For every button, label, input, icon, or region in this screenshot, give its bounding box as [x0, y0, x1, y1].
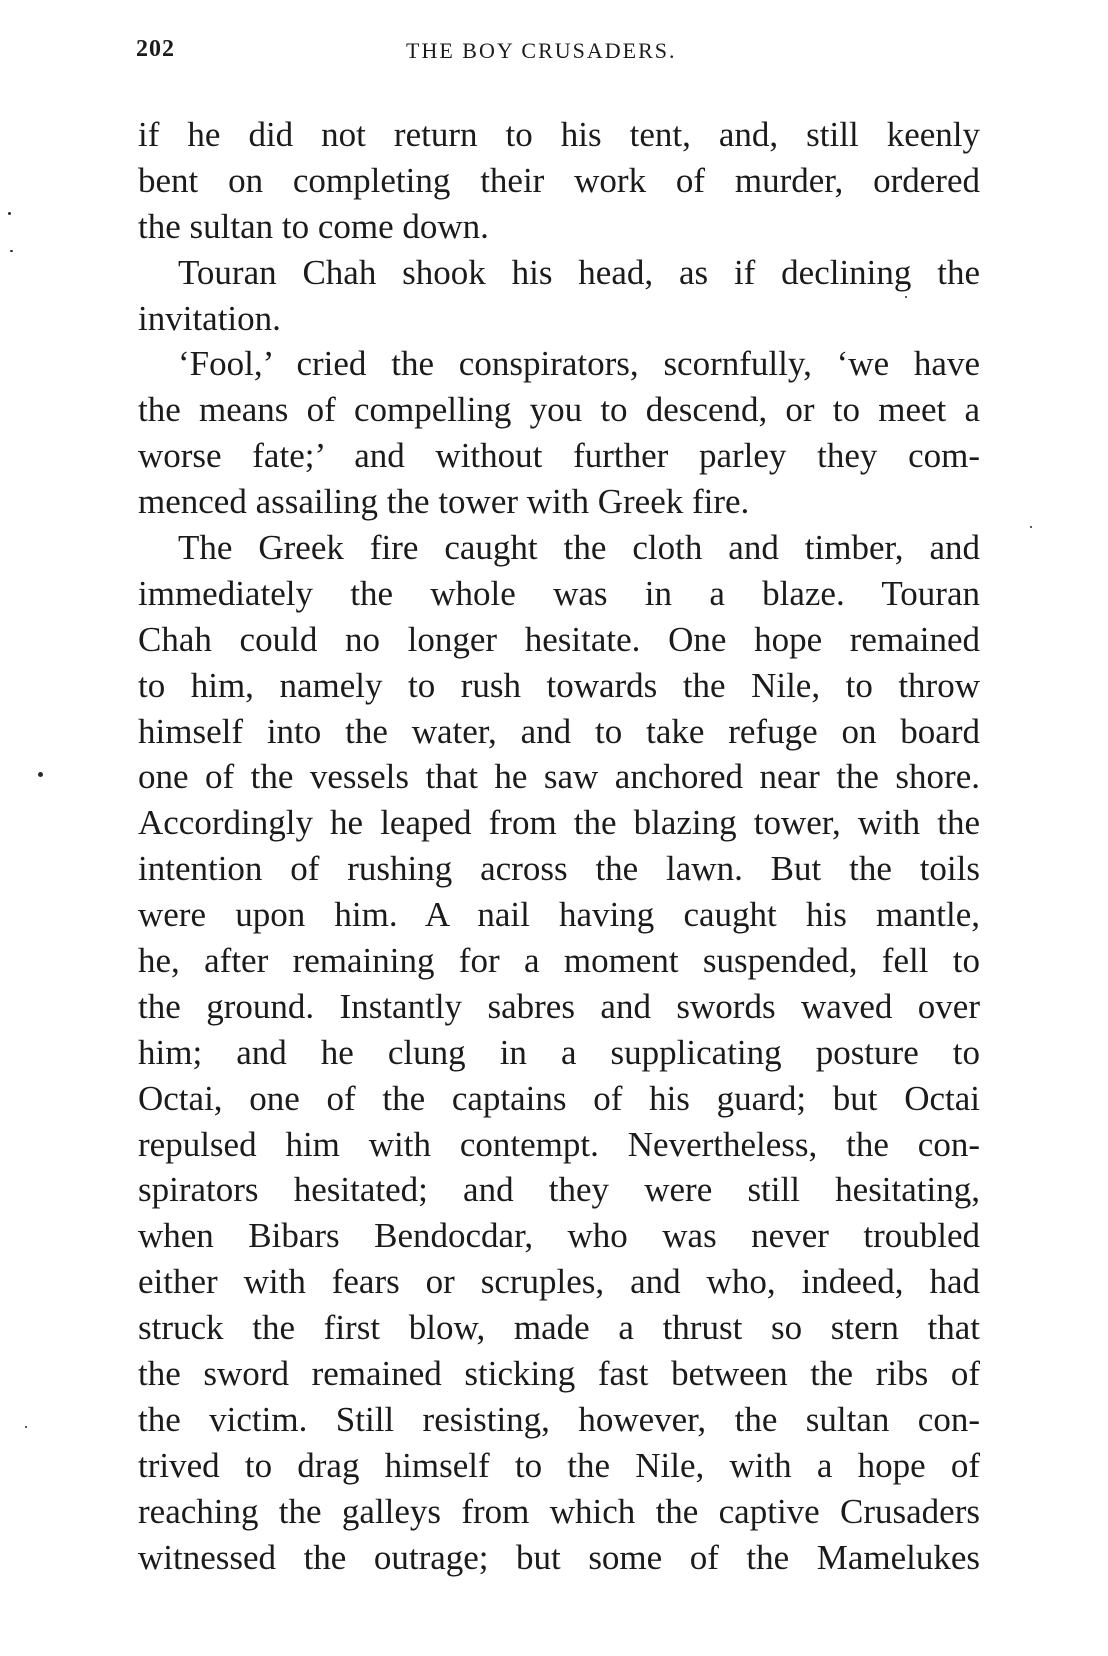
text-line: menced assailing the tower with Greek fire.	[138, 482, 750, 522]
paragraph-first-line: The Greek fire caught the cloth and timber, and	[178, 528, 980, 568]
text-line: Accordingly he leaped from the blazing tower, with the	[138, 803, 980, 843]
text-line: if he did not return to his tent, and, still keenly	[138, 115, 980, 154]
text-line: Octai, one of the captains of his guard; but Octai	[138, 1078, 980, 1118]
text-line: one of the vessels that he saw anchored near the shore.	[138, 757, 980, 797]
text-line: he, after remaining for a moment suspended, fell to	[138, 941, 980, 981]
body-text	[138, 112, 980, 1581]
text-line: the sultan to come down.	[138, 206, 489, 246]
text-line: struck the first blow, made a thrust so stern that	[138, 1308, 980, 1348]
text-line: repulsed him with contempt. Nevertheless, the con-	[138, 1124, 980, 1164]
text-line: to him, namely to rush towards the Nile, to throw	[138, 665, 980, 705]
text-line: trived to drag himself to the Nile, with a hope of	[138, 1445, 980, 1485]
text-line: bent on completing their work of murder, ordered	[138, 160, 980, 200]
text-line: himself into the water, and to take refuge on board	[138, 711, 980, 751]
scan-speck	[8, 212, 11, 215]
text-line: spirators hesitated; and they were still hesitating,	[138, 1170, 980, 1210]
scan-speck	[25, 1426, 27, 1428]
page-number: 202	[136, 36, 175, 62]
text-line: the means of compelling you to descend, or to meet a	[138, 390, 980, 430]
text-line: worse fate;’ and without further parley they com-	[138, 436, 980, 476]
text-line: were upon him. A nail having caught his mantle,	[138, 895, 980, 935]
text-line: immediately the whole was in a blaze. Touran	[138, 573, 980, 613]
text-line: when Bibars Bendocdar, who was never troubled	[138, 1216, 980, 1256]
text-line: Chah could no longer hesitate. One hope remained	[138, 619, 980, 659]
text-line: reaching the galleys from which the captive Crusaders	[138, 1491, 980, 1531]
running-title: THE BOY CRUSADERS.	[406, 38, 677, 63]
text-line: invitation.	[138, 298, 281, 338]
scan-speck	[905, 296, 907, 298]
text-line: the sword remained sticking fast between the ribs of	[138, 1354, 980, 1394]
scan-speck	[1030, 526, 1032, 528]
paragraph-first-line: Touran Chah shook his head, as if declining the	[178, 252, 980, 292]
paragraph-first-line: ‘Fool,’ cried the conspirators, scornfully, ‘we have	[178, 344, 980, 384]
text-line: intention of rushing across the lawn. But the toils	[138, 849, 980, 889]
text-line: either with fears or scruples, and who, indeed, had	[138, 1262, 980, 1302]
text-line: him; and he clung in a supplicating posture to	[138, 1032, 980, 1072]
scan-speck	[10, 250, 13, 252]
text-line: the victim. Still resisting, however, the sultan con-	[138, 1399, 980, 1439]
running-head	[136, 36, 982, 76]
text-line: the ground. Instantly sabres and swords waved over	[138, 986, 980, 1026]
text-line: witnessed the outrage; but some of the Mamelukes	[138, 1537, 980, 1577]
scan-speck	[38, 772, 43, 777]
